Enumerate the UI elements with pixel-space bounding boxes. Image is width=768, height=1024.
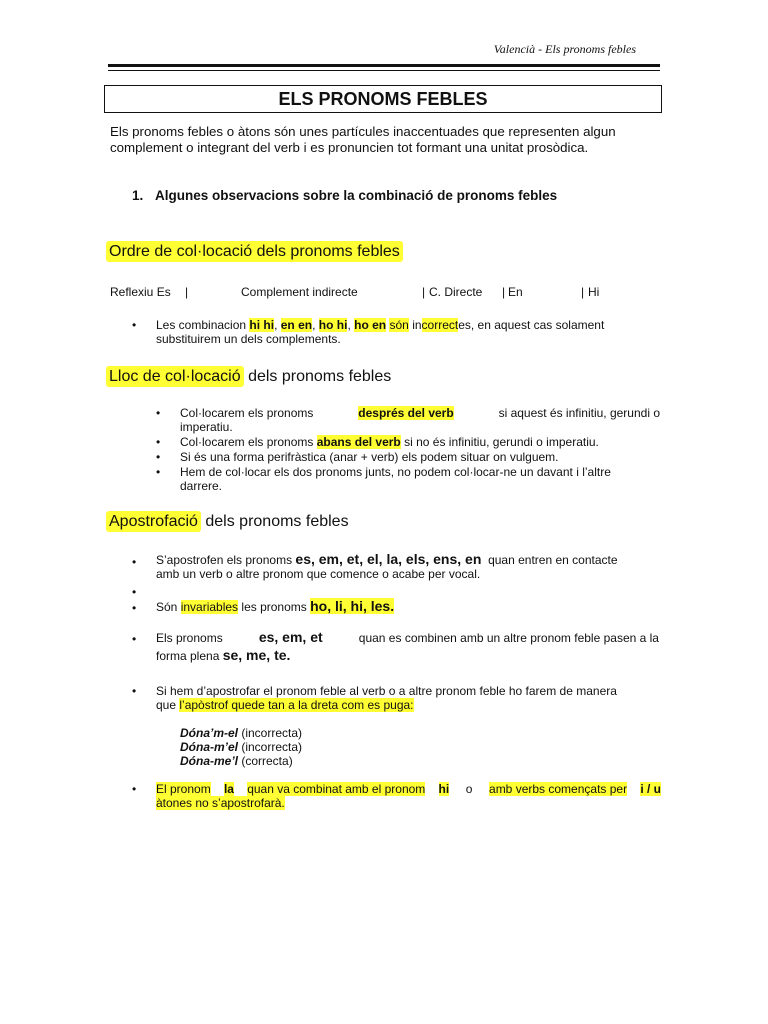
section-title: Algunes observacions sobre la combinació de pronoms febles: [155, 188, 558, 203]
highlight: ho hi: [318, 318, 348, 332]
highlight: quan va combinat amb el pronom: [247, 782, 426, 796]
order-separator: |: [502, 285, 506, 299]
highlight: després del verb: [358, 406, 454, 420]
highlight: àtones no s’apostrofarà.: [156, 796, 285, 810]
bullet-icon: •: [156, 465, 161, 479]
lloc-heading: [106, 366, 391, 388]
text: si no és infinitiu, gerundi o imperatiu.: [400, 435, 599, 449]
text: ,: [274, 318, 278, 332]
order-separator: |: [422, 285, 426, 299]
text: quan es combinen amb un altre pronom feble pasen a la: [358, 631, 659, 645]
apos-bullet-5: [156, 684, 662, 712]
text: quan entren en contacte: [481, 553, 618, 567]
header-rule-thin: [108, 70, 660, 71]
pronoun-list: es, em, et, el, la, els, ens, en: [295, 551, 482, 567]
apos-bullet-4: [156, 630, 659, 663]
ordre-heading: [106, 241, 403, 263]
highlight: correct: [421, 318, 459, 332]
highlight: i / u: [640, 782, 661, 796]
bullet-icon: •: [132, 684, 137, 698]
highlight: l’apòstrof quede tan a la dreta com es puga:: [179, 698, 414, 712]
bullet-icon: •: [156, 406, 161, 420]
bullet-icon: •: [132, 318, 137, 332]
highlight: la: [223, 782, 234, 796]
apos-heading-rest: dels pronoms febles: [200, 513, 349, 530]
pronoun-list: ho, li, hi, les.: [310, 598, 395, 614]
ordre-bullet-1: [156, 318, 662, 346]
apos-bullet-6: [156, 782, 661, 810]
text: Les combinacion: [156, 318, 250, 332]
apos-bullet-3: [156, 599, 662, 614]
bullet-icon: •: [132, 632, 137, 646]
text: ,: [312, 318, 316, 332]
text: amb un verb o altre pronom que comence o acabe per vocal.: [156, 567, 481, 581]
bullet-icon: •: [156, 450, 161, 464]
highlight: El pronom: [156, 782, 211, 796]
line: [156, 796, 661, 810]
text: in: [412, 318, 422, 332]
text: Si hem d’apostrofar el pronom feble al verb o a altre pronom feble ho farem de manera: [156, 684, 617, 698]
running-header: Valencià - Els pronoms febles: [493, 42, 636, 56]
example-note: (correcta): [238, 754, 293, 768]
highlight: invariables: [180, 600, 239, 614]
highlight: amb verbs començats per: [489, 782, 628, 796]
text: substituirem un dels complements.: [156, 332, 341, 346]
example: [180, 740, 302, 754]
line: [156, 698, 662, 712]
text: darrere.: [180, 479, 223, 493]
example-word: Dóna’m-el: [180, 726, 239, 740]
text: Col·locarem els pronoms: [180, 435, 317, 449]
text: forma plena: [156, 649, 223, 663]
text: S’apostrofen els pronoms: [156, 553, 296, 567]
order-hi: Hi: [588, 285, 600, 299]
example: [180, 726, 302, 740]
page-title: ELS PRONOMS FEBLES: [104, 85, 662, 113]
pronoun-order-row: [110, 285, 670, 301]
ordre-heading-text: Ordre de col·locació dels pronoms febles: [106, 241, 403, 262]
text: es, en aquest cas solament: [458, 318, 605, 332]
lloc-heading-highlight: Lloc de col·locació: [106, 366, 244, 387]
lloc-bullet-4: [180, 465, 660, 493]
pronoun-list: es, em, et: [258, 629, 323, 645]
lloc-heading-rest: dels pronoms febles: [243, 368, 392, 385]
order-separator: |: [581, 285, 585, 299]
header-rule: [108, 64, 660, 67]
line: [180, 406, 660, 420]
bullet-icon: •: [132, 782, 137, 796]
text: Són: [156, 600, 181, 614]
highlight: en en: [280, 318, 313, 332]
highlight: són: [389, 318, 409, 332]
text: imperatiu.: [180, 420, 233, 434]
order-direct: C. Directe: [429, 285, 483, 299]
text: les pronoms: [238, 600, 311, 614]
apos-heading: [106, 511, 349, 533]
text: Col·locarem els pronoms: [180, 406, 314, 420]
apostrophe-examples: [180, 726, 302, 768]
text: ,: [347, 318, 351, 332]
example-note: (incorrecta): [238, 740, 303, 754]
example-note: (incorrecta): [238, 726, 303, 740]
highlight: abans del verb: [316, 435, 401, 449]
line: [156, 630, 659, 645]
example-word: Dóna-me’l: [180, 754, 239, 768]
bullet-icon: •: [132, 555, 137, 569]
intro-paragraph: Els pronoms febles o àtons són unes partícules inaccentuades que representen algun complement o integrant del verb i es pronuncien tot formant una unitat prosòdica.: [110, 124, 616, 155]
example: [180, 754, 302, 768]
bullet-icon: •: [132, 601, 137, 615]
line: [156, 648, 659, 663]
apos-bullet-1: [156, 552, 662, 581]
bullet-icon: •: [156, 435, 161, 449]
text: que: [156, 698, 180, 712]
highlight: hi hi: [249, 318, 275, 332]
lloc-bullet-1: [180, 406, 660, 434]
text: o: [462, 782, 476, 796]
text: Els pronoms: [156, 631, 223, 645]
section-1-heading: [132, 188, 557, 203]
text: Hem de col·locar els dos pronoms junts, no podem col·locar-ne un davant i l’altre: [180, 465, 611, 479]
pronoun-list: se, me, te.: [222, 647, 291, 663]
line: [156, 782, 661, 796]
order-reflexive: Reflexiu Es: [110, 285, 171, 299]
section-number: 1.: [132, 188, 144, 203]
highlight: ho en: [354, 318, 387, 332]
order-indirect: Complement indirecte: [241, 285, 358, 299]
example-word: Dóna-m’el: [180, 740, 239, 754]
highlight: hi: [438, 782, 450, 796]
apos-heading-highlight: Apostrofació: [106, 511, 201, 532]
bullet-icon: •: [132, 585, 137, 599]
order-separator: |: [185, 285, 189, 299]
order-en: En: [508, 285, 523, 299]
lloc-bullet-3: Si és una forma perifràstica (anar + verb) els podem situar on vulguem.: [180, 450, 559, 464]
lloc-bullet-2: [180, 435, 660, 449]
text: si aquest és infinitiu, gerundi o: [498, 406, 660, 420]
